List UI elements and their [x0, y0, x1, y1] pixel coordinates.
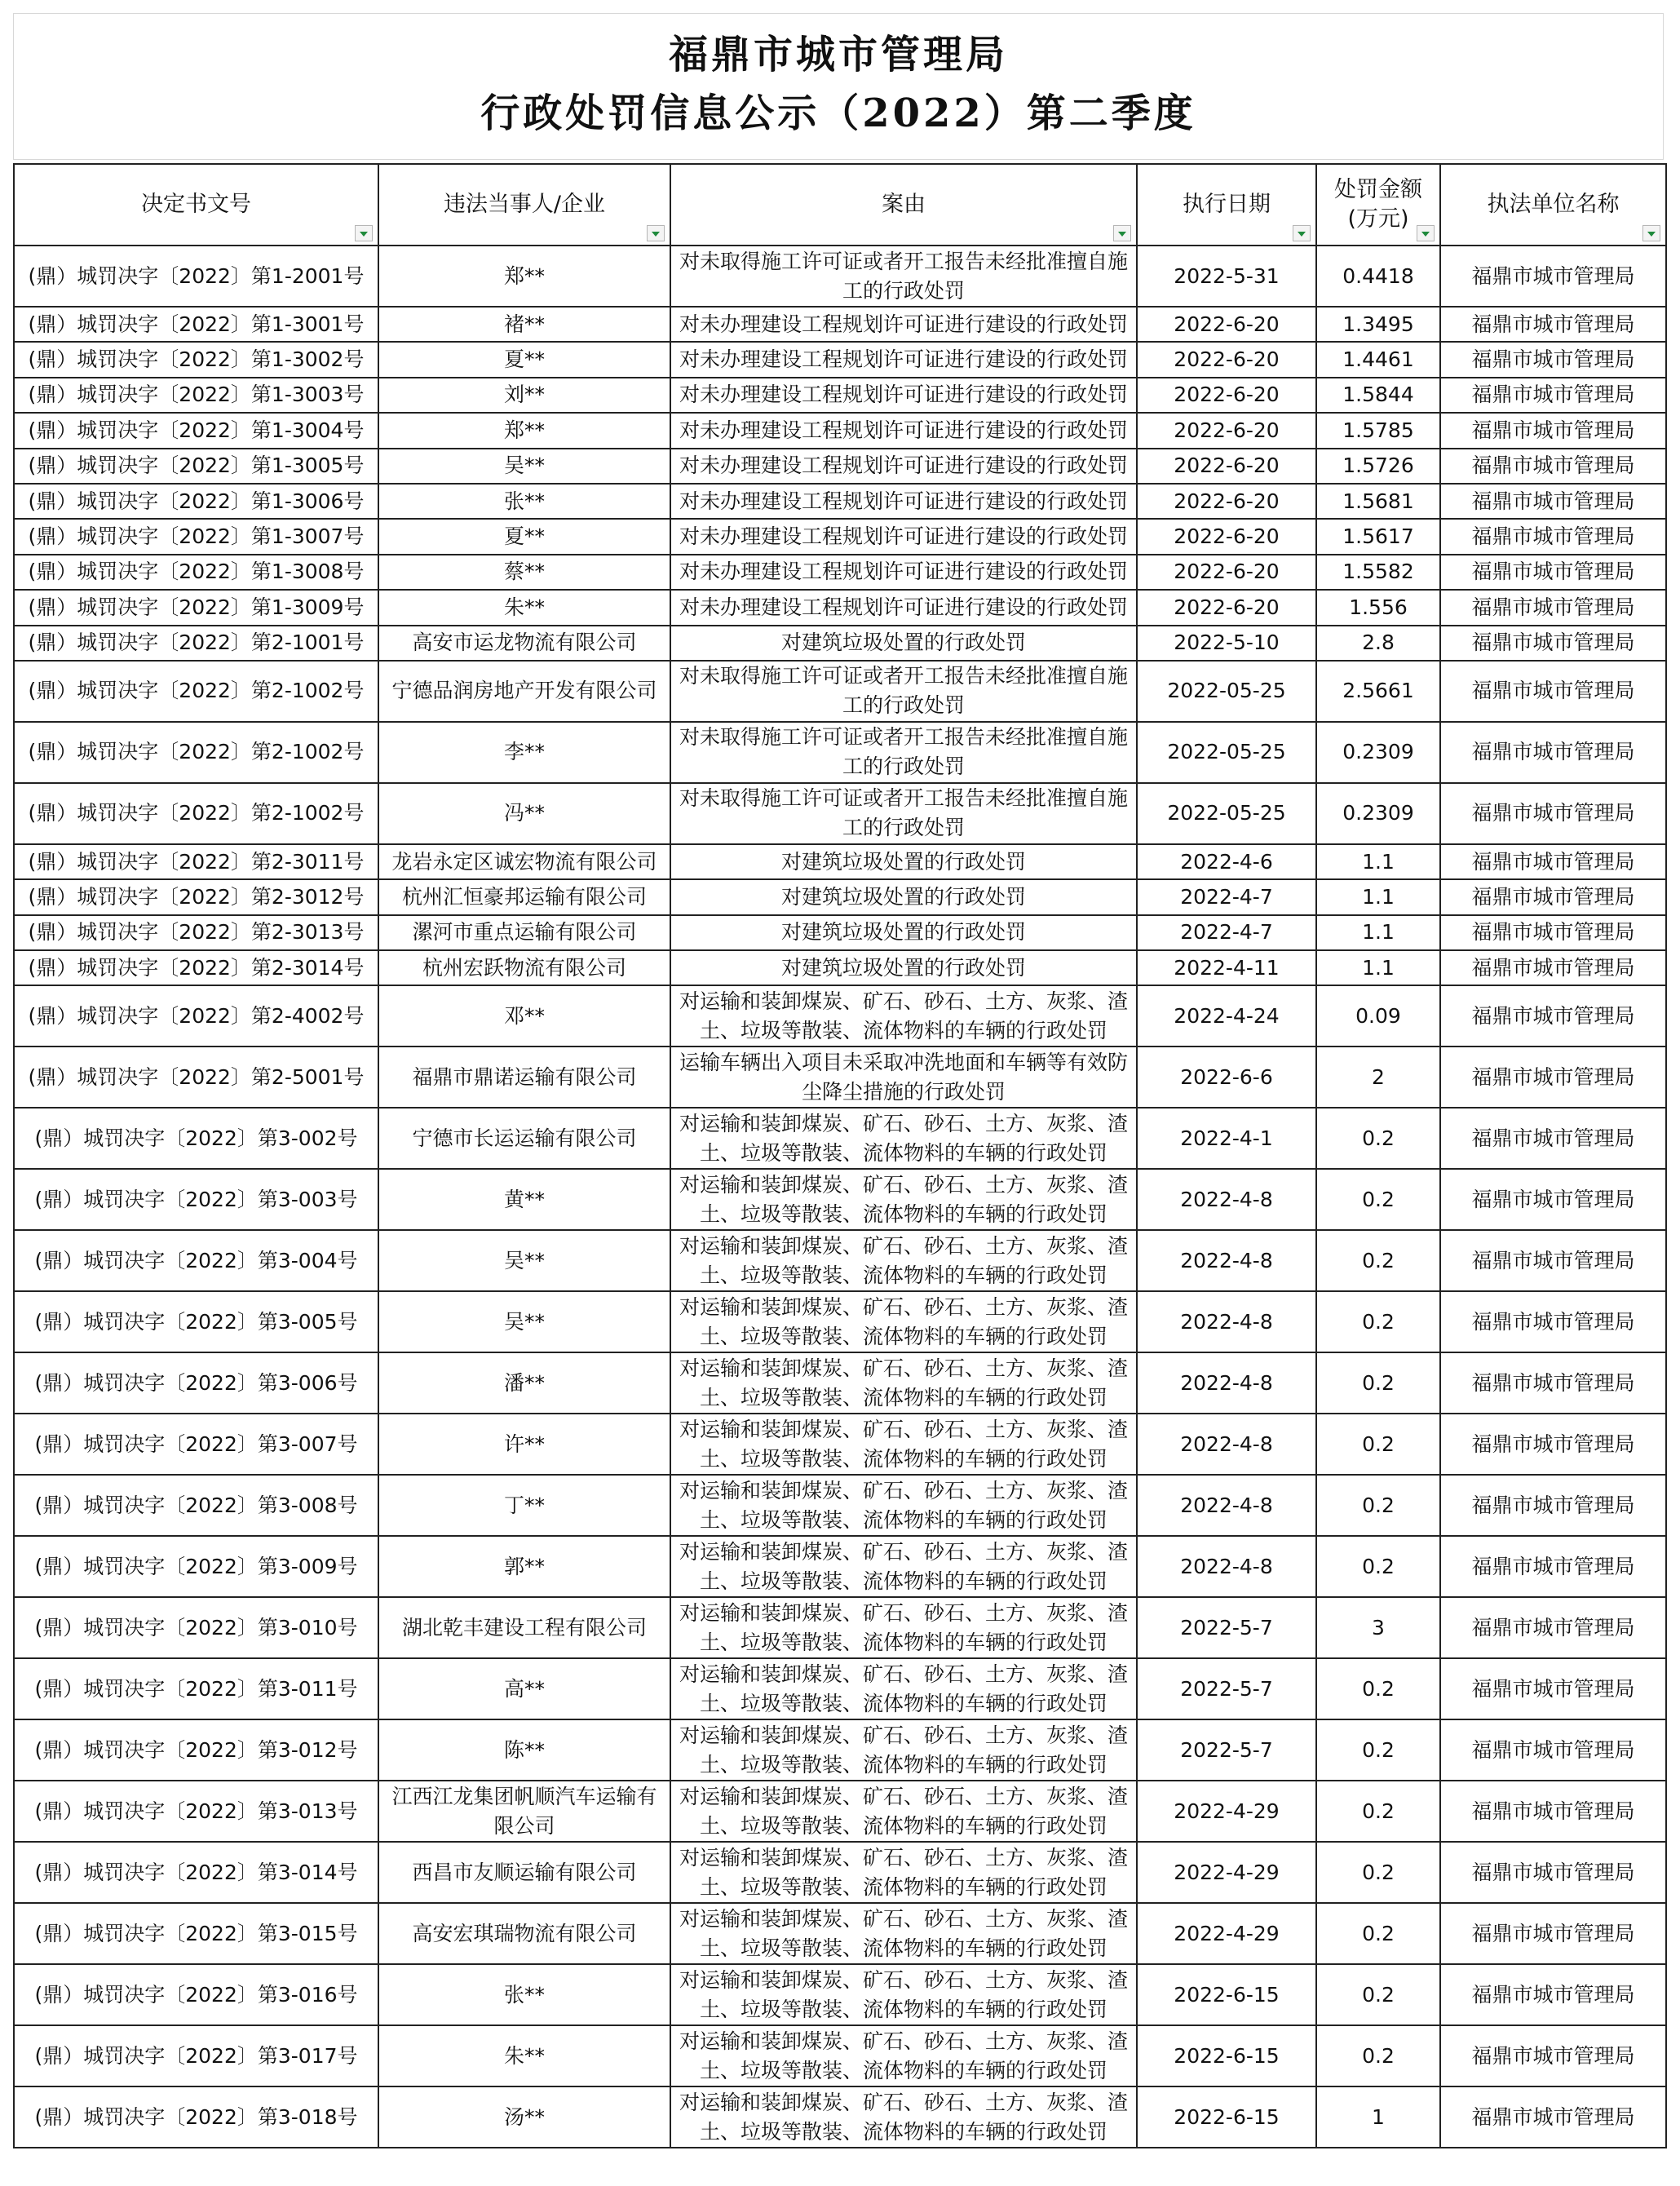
- column-header-label: 违法当事人/企业: [443, 192, 606, 217]
- decision-number-cell[interactable]: (鼎）城罚决字〔2022〕第1-3009号: [14, 590, 378, 625]
- case-reason-cell[interactable]: 对运输和装卸煤炭、矿石、砂石、土方、灰浆、渣土、垃圾等散装、流体物料的车辆的行政处罚: [670, 1169, 1137, 1230]
- table-row: [14, 950, 1666, 985]
- decision-number-cell[interactable]: (鼎）城罚决字〔2022〕第2-3011号: [14, 844, 378, 879]
- decision-number-cell[interactable]: (鼎）城罚决字〔2022〕第1-2001号: [14, 246, 378, 307]
- enforcement-unit-cell[interactable]: 福鼎市城市管理局: [1440, 555, 1666, 590]
- penalty-amount-cell[interactable]: 1.5582: [1316, 555, 1440, 590]
- case-reason-cell[interactable]: 对运输和装卸煤炭、矿石、砂石、土方、灰浆、渣土、垃圾等散装、流体物料的车辆的行政处罚: [670, 1719, 1137, 1781]
- party-cell[interactable]: 冯**: [378, 783, 670, 844]
- decision-number-cell[interactable]: (鼎）城罚决字〔2022〕第1-3003号: [14, 378, 378, 413]
- party-cell[interactable]: 杭州宏跃物流有限公司: [378, 950, 670, 985]
- column-header-label: 案由: [882, 192, 926, 217]
- execution-date-cell[interactable]: 2022-4-7: [1137, 879, 1316, 914]
- penalty-amount-cell[interactable]: 0.2309: [1316, 722, 1440, 783]
- penalty-amount-cell[interactable]: 0.2: [1316, 1291, 1440, 1352]
- execution-date-cell[interactable]: 2022-6-20: [1137, 449, 1316, 484]
- enforcement-unit-cell[interactable]: 福鼎市城市管理局: [1440, 484, 1666, 519]
- enforcement-unit-cell[interactable]: 福鼎市城市管理局: [1440, 1291, 1666, 1352]
- decision-number-cell[interactable]: (鼎）城罚决字〔2022〕第1-3002号: [14, 342, 378, 377]
- penalty-amount-cell[interactable]: 0.2: [1316, 1842, 1440, 1903]
- enforcement-unit-cell[interactable]: 福鼎市城市管理局: [1440, 985, 1666, 1047]
- execution-date-cell[interactable]: 2022-5-31: [1137, 246, 1316, 307]
- decision-number-cell[interactable]: (鼎）城罚决字〔2022〕第3-005号: [14, 1291, 378, 1352]
- table-row: [14, 555, 1666, 590]
- enforcement-unit-cell[interactable]: 福鼎市城市管理局: [1440, 879, 1666, 914]
- table-row: [14, 722, 1666, 783]
- execution-date-cell[interactable]: 2022-5-7: [1137, 1719, 1316, 1781]
- penalty-amount-cell[interactable]: 0.2: [1316, 1781, 1440, 1842]
- table-row: [14, 1352, 1666, 1414]
- enforcement-unit-cell[interactable]: 福鼎市城市管理局: [1440, 1475, 1666, 1536]
- decision-number-cell[interactable]: (鼎）城罚决字〔2022〕第1-3004号: [14, 413, 378, 448]
- execution-date-cell[interactable]: 2022-4-6: [1137, 844, 1316, 879]
- enforcement-unit-cell[interactable]: 福鼎市城市管理局: [1440, 1903, 1666, 1964]
- enforcement-unit-cell[interactable]: 福鼎市城市管理局: [1440, 413, 1666, 448]
- penalty-amount-cell[interactable]: 0.2: [1316, 1169, 1440, 1230]
- column-header[interactable]: [378, 164, 670, 246]
- party-cell[interactable]: 蔡**: [378, 555, 670, 590]
- enforcement-unit-cell[interactable]: 福鼎市城市管理局: [1440, 1781, 1666, 1842]
- decision-number-cell[interactable]: (鼎）城罚决字〔2022〕第2-1001号: [14, 626, 378, 661]
- case-reason-cell[interactable]: 对未办理建设工程规划许可证进行建设的行政处罚: [670, 555, 1137, 590]
- execution-date-cell[interactable]: 2022-6-6: [1137, 1047, 1316, 1108]
- execution-date-cell[interactable]: 2022-4-8: [1137, 1414, 1316, 1475]
- table-row: [14, 1047, 1666, 1108]
- party-cell[interactable]: 朱**: [378, 590, 670, 625]
- filter-dropdown-icon[interactable]: [647, 225, 665, 241]
- execution-date-cell[interactable]: 2022-05-25: [1137, 661, 1316, 722]
- case-reason-cell[interactable]: 对运输和装卸煤炭、矿石、砂石、土方、灰浆、渣土、垃圾等散装、流体物料的车辆的行政处罚: [670, 1291, 1137, 1352]
- party-cell[interactable]: 杭州汇恒豪邦运输有限公司: [378, 879, 670, 914]
- execution-date-cell[interactable]: 2022-4-24: [1137, 985, 1316, 1047]
- decision-number-cell[interactable]: (鼎）城罚决字〔2022〕第2-3014号: [14, 950, 378, 985]
- penalty-amount-cell[interactable]: 1.5844: [1316, 378, 1440, 413]
- party-cell[interactable]: 汤**: [378, 2086, 670, 2148]
- decision-number-cell[interactable]: (鼎）城罚决字〔2022〕第3-009号: [14, 1536, 378, 1597]
- party-cell[interactable]: 朱**: [378, 2025, 670, 2086]
- execution-date-cell[interactable]: 2022-4-8: [1137, 1169, 1316, 1230]
- column-header[interactable]: [1440, 164, 1666, 246]
- execution-date-cell[interactable]: 2022-6-15: [1137, 2025, 1316, 2086]
- penalty-amount-cell[interactable]: 1.1: [1316, 915, 1440, 950]
- execution-date-cell[interactable]: 2022-6-20: [1137, 413, 1316, 448]
- penalty-amount-cell[interactable]: 0.2: [1316, 1108, 1440, 1169]
- column-header-label: 执法单位名称: [1487, 192, 1620, 217]
- enforcement-unit-cell[interactable]: 福鼎市城市管理局: [1440, 1230, 1666, 1291]
- enforcement-unit-cell[interactable]: 福鼎市城市管理局: [1440, 590, 1666, 625]
- decision-number-cell[interactable]: (鼎）城罚决字〔2022〕第2-1002号: [14, 722, 378, 783]
- penalty-amount-cell[interactable]: 0.2: [1316, 1414, 1440, 1475]
- penalty-amount-cell[interactable]: 1.5726: [1316, 449, 1440, 484]
- case-reason-cell[interactable]: 对未办理建设工程规划许可证进行建设的行政处罚: [670, 590, 1137, 625]
- decision-number-cell[interactable]: (鼎）城罚决字〔2022〕第3-018号: [14, 2086, 378, 2148]
- case-reason-cell[interactable]: 对运输和装卸煤炭、矿石、砂石、土方、灰浆、渣土、垃圾等散装、流体物料的车辆的行政处罚: [670, 1964, 1137, 2025]
- party-cell[interactable]: 黄**: [378, 1169, 670, 1230]
- enforcement-unit-cell[interactable]: 福鼎市城市管理局: [1440, 722, 1666, 783]
- party-cell[interactable]: 漯河市重点运输有限公司: [378, 915, 670, 950]
- party-cell[interactable]: 郭**: [378, 1536, 670, 1597]
- spreadsheet: [13, 13, 1665, 2175]
- penalty-amount-cell[interactable]: 0.2309: [1316, 783, 1440, 844]
- penalty-amount-cell[interactable]: 2: [1316, 1047, 1440, 1108]
- penalty-amount-cell[interactable]: 0.2: [1316, 1230, 1440, 1291]
- decision-number-cell[interactable]: (鼎）城罚决字〔2022〕第3-003号: [14, 1169, 378, 1230]
- enforcement-unit-cell[interactable]: 福鼎市城市管理局: [1440, 1108, 1666, 1169]
- execution-date-cell[interactable]: 2022-4-8: [1137, 1230, 1316, 1291]
- enforcement-unit-cell[interactable]: 福鼎市城市管理局: [1440, 1047, 1666, 1108]
- column-header-label: 执行日期: [1183, 192, 1271, 217]
- penalty-table: [13, 163, 1667, 2148]
- case-reason-cell[interactable]: 对运输和装卸煤炭、矿石、砂石、土方、灰浆、渣土、垃圾等散装、流体物料的车辆的行政处罚: [670, 2025, 1137, 2086]
- penalty-amount-cell[interactable]: 1.4461: [1316, 342, 1440, 377]
- table-row: [14, 342, 1666, 377]
- penalty-amount-cell[interactable]: 0.4418: [1316, 246, 1440, 307]
- table-row: [14, 1169, 1666, 1230]
- table-row: [14, 1230, 1666, 1291]
- penalty-amount-cell[interactable]: 0.2: [1316, 1964, 1440, 2025]
- penalty-amount-cell[interactable]: 1.1: [1316, 844, 1440, 879]
- column-header-label: 处罚金额 (万元): [1334, 177, 1422, 232]
- party-cell[interactable]: 宁德市长运运输有限公司: [378, 1108, 670, 1169]
- penalty-amount-cell[interactable]: 0.2: [1316, 2025, 1440, 2086]
- party-cell[interactable]: 邓**: [378, 985, 670, 1047]
- party-cell[interactable]: 吴**: [378, 1230, 670, 1291]
- case-reason-cell[interactable]: 对运输和装卸煤炭、矿石、砂石、土方、灰浆、渣土、垃圾等散装、流体物料的车辆的行政处罚: [670, 1475, 1137, 1536]
- case-reason-cell[interactable]: 对建筑垃圾处置的行政处罚: [670, 626, 1137, 661]
- execution-date-cell[interactable]: 2022-4-29: [1137, 1903, 1316, 1964]
- case-reason-cell[interactable]: 对建筑垃圾处置的行政处罚: [670, 879, 1137, 914]
- execution-date-cell[interactable]: 2022-4-1: [1137, 1108, 1316, 1169]
- execution-date-cell[interactable]: 2022-4-11: [1137, 950, 1316, 985]
- decision-number-cell[interactable]: (鼎）城罚决字〔2022〕第3-011号: [14, 1658, 378, 1719]
- table-row: [14, 1414, 1666, 1475]
- penalty-amount-cell[interactable]: 1.1: [1316, 950, 1440, 985]
- table-row: [14, 1597, 1666, 1658]
- table-row: [14, 413, 1666, 448]
- decision-number-cell[interactable]: (鼎）城罚决字〔2022〕第3-004号: [14, 1230, 378, 1291]
- party-cell[interactable]: 宁德品润房地产开发有限公司: [378, 661, 670, 722]
- table-row: [14, 1964, 1666, 2025]
- decision-number-cell[interactable]: (鼎）城罚决字〔2022〕第2-3013号: [14, 915, 378, 950]
- decision-number-cell[interactable]: (鼎）城罚决字〔2022〕第1-3008号: [14, 555, 378, 590]
- table-row: [14, 1719, 1666, 1781]
- enforcement-unit-cell[interactable]: 福鼎市城市管理局: [1440, 1658, 1666, 1719]
- execution-date-cell[interactable]: 2022-6-20: [1137, 378, 1316, 413]
- penalty-amount-cell[interactable]: 1.3495: [1316, 307, 1440, 342]
- table-row: [14, 1658, 1666, 1719]
- table-row: [14, 590, 1666, 625]
- enforcement-unit-cell[interactable]: 福鼎市城市管理局: [1440, 2025, 1666, 2086]
- party-cell[interactable]: 郑**: [378, 413, 670, 448]
- table-row: [14, 246, 1666, 307]
- party-cell[interactable]: 潘**: [378, 1352, 670, 1414]
- decision-number-cell[interactable]: (鼎）城罚决字〔2022〕第3-013号: [14, 1781, 378, 1842]
- decision-number-cell[interactable]: (鼎）城罚决字〔2022〕第1-3005号: [14, 449, 378, 484]
- decision-number-cell[interactable]: (鼎）城罚决字〔2022〕第3-006号: [14, 1352, 378, 1414]
- penalty-amount-cell[interactable]: 1.5681: [1316, 484, 1440, 519]
- penalty-amount-cell[interactable]: 1.5617: [1316, 519, 1440, 554]
- decision-number-cell[interactable]: (鼎）城罚决字〔2022〕第3-017号: [14, 2025, 378, 2086]
- enforcement-unit-cell[interactable]: 福鼎市城市管理局: [1440, 1597, 1666, 1658]
- party-cell[interactable]: 高安宏琪瑞物流有限公司: [378, 1903, 670, 1964]
- case-reason-cell[interactable]: 对运输和装卸煤炭、矿石、砂石、土方、灰浆、渣土、垃圾等散装、流体物料的车辆的行政处罚: [670, 1414, 1137, 1475]
- execution-date-cell[interactable]: 2022-4-8: [1137, 1352, 1316, 1414]
- case-reason-cell[interactable]: 运输车辆出入项目未采取冲洗地面和车辆等有效防尘降尘措施的行政处罚: [670, 1047, 1137, 1108]
- enforcement-unit-cell[interactable]: 福鼎市城市管理局: [1440, 626, 1666, 661]
- execution-date-cell[interactable]: 2022-4-8: [1137, 1536, 1316, 1597]
- penalty-amount-cell[interactable]: 2.5661: [1316, 661, 1440, 722]
- case-reason-cell[interactable]: 对运输和装卸煤炭、矿石、砂石、土方、灰浆、渣土、垃圾等散装、流体物料的车辆的行政处罚: [670, 1108, 1137, 1169]
- table-row: [14, 879, 1666, 914]
- decision-number-cell[interactable]: (鼎）城罚决字〔2022〕第2-5001号: [14, 1047, 378, 1108]
- column-header[interactable]: [14, 164, 378, 246]
- decision-number-cell[interactable]: (鼎）城罚决字〔2022〕第3-008号: [14, 1475, 378, 1536]
- decision-number-cell[interactable]: (鼎）城罚决字〔2022〕第2-4002号: [14, 985, 378, 1047]
- execution-date-cell[interactable]: 2022-05-25: [1137, 722, 1316, 783]
- enforcement-unit-cell[interactable]: 福鼎市城市管理局: [1440, 1536, 1666, 1597]
- case-reason-cell[interactable]: 对运输和装卸煤炭、矿石、砂石、土方、灰浆、渣土、垃圾等散装、流体物料的车辆的行政处罚: [670, 1781, 1137, 1842]
- party-cell[interactable]: 高**: [378, 1658, 670, 1719]
- penalty-amount-cell[interactable]: 0.2: [1316, 1475, 1440, 1536]
- decision-number-cell[interactable]: (鼎）城罚决字〔2022〕第3-016号: [14, 1964, 378, 2025]
- case-reason-cell[interactable]: 对运输和装卸煤炭、矿石、砂石、土方、灰浆、渣土、垃圾等散装、流体物料的车辆的行政处罚: [670, 1842, 1137, 1903]
- table-row: [14, 915, 1666, 950]
- execution-date-cell[interactable]: 2022-4-29: [1137, 1781, 1316, 1842]
- party-cell[interactable]: 湖北乾丰建设工程有限公司: [378, 1597, 670, 1658]
- execution-date-cell[interactable]: 2022-6-20: [1137, 307, 1316, 342]
- enforcement-unit-cell[interactable]: 福鼎市城市管理局: [1440, 519, 1666, 554]
- execution-date-cell[interactable]: 2022-4-8: [1137, 1475, 1316, 1536]
- party-cell[interactable]: 丁**: [378, 1475, 670, 1536]
- case-reason-cell[interactable]: 对未办理建设工程规划许可证进行建设的行政处罚: [670, 413, 1137, 448]
- penalty-amount-cell[interactable]: 1: [1316, 2086, 1440, 2148]
- penalty-amount-cell[interactable]: 0.09: [1316, 985, 1440, 1047]
- execution-date-cell[interactable]: 2022-5-7: [1137, 1658, 1316, 1719]
- decision-number-cell[interactable]: (鼎）城罚决字〔2022〕第3-002号: [14, 1108, 378, 1169]
- party-cell[interactable]: 江西江龙集团帆顺汽车运输有限公司: [378, 1781, 670, 1842]
- table-row: [14, 484, 1666, 519]
- party-cell[interactable]: 吴**: [378, 449, 670, 484]
- case-reason-cell[interactable]: 对运输和装卸煤炭、矿石、砂石、土方、灰浆、渣土、垃圾等散装、流体物料的车辆的行政处罚: [670, 1903, 1137, 1964]
- execution-date-cell[interactable]: 2022-6-20: [1137, 555, 1316, 590]
- filter-dropdown-icon[interactable]: [1293, 225, 1311, 241]
- filter-dropdown-icon[interactable]: [1113, 225, 1131, 241]
- penalty-amount-cell[interactable]: 0.2: [1316, 1903, 1440, 1964]
- party-cell[interactable]: 高安市运龙物流有限公司: [378, 626, 670, 661]
- decision-number-cell[interactable]: (鼎）城罚决字〔2022〕第3-012号: [14, 1719, 378, 1781]
- penalty-amount-cell[interactable]: 0.2: [1316, 1658, 1440, 1719]
- penalty-amount-cell[interactable]: 0.2: [1316, 1536, 1440, 1597]
- decision-number-cell[interactable]: (鼎）城罚决字〔2022〕第3-010号: [14, 1597, 378, 1658]
- table-row: [14, 661, 1666, 722]
- penalty-amount-cell[interactable]: 1.5785: [1316, 413, 1440, 448]
- table-row: [14, 626, 1666, 661]
- party-cell[interactable]: 刘**: [378, 378, 670, 413]
- table-row: [14, 2025, 1666, 2086]
- table-row: [14, 844, 1666, 879]
- decision-number-cell[interactable]: (鼎）城罚决字〔2022〕第2-1002号: [14, 661, 378, 722]
- enforcement-unit-cell[interactable]: 福鼎市城市管理局: [1440, 342, 1666, 377]
- table-row: [14, 1781, 1666, 1842]
- execution-date-cell[interactable]: 2022-05-25: [1137, 783, 1316, 844]
- case-reason-cell[interactable]: 对运输和装卸煤炭、矿石、砂石、土方、灰浆、渣土、垃圾等散装、流体物料的车辆的行政处罚: [670, 1658, 1137, 1719]
- enforcement-unit-cell[interactable]: 福鼎市城市管理局: [1440, 1414, 1666, 1475]
- filter-dropdown-icon[interactable]: [1417, 225, 1435, 241]
- enforcement-unit-cell[interactable]: 福鼎市城市管理局: [1440, 915, 1666, 950]
- decision-number-cell[interactable]: (鼎）城罚决字〔2022〕第3-007号: [14, 1414, 378, 1475]
- execution-date-cell[interactable]: 2022-6-20: [1137, 342, 1316, 377]
- case-reason-cell[interactable]: 对未取得施工许可证或者开工报告未经批准擅自施工的行政处罚: [670, 783, 1137, 844]
- table-row: [14, 1475, 1666, 1536]
- case-reason-cell[interactable]: 对运输和装卸煤炭、矿石、砂石、土方、灰浆、渣土、垃圾等散装、流体物料的车辆的行政处罚: [670, 985, 1137, 1047]
- decision-number-cell[interactable]: (鼎）城罚决字〔2022〕第3-015号: [14, 1903, 378, 1964]
- enforcement-unit-cell[interactable]: 福鼎市城市管理局: [1440, 1964, 1666, 2025]
- execution-date-cell[interactable]: 2022-5-7: [1137, 1597, 1316, 1658]
- execution-date-cell[interactable]: 2022-6-20: [1137, 519, 1316, 554]
- case-reason-cell[interactable]: 对建筑垃圾处置的行政处罚: [670, 915, 1137, 950]
- filter-dropdown-icon[interactable]: [355, 225, 373, 241]
- case-reason-cell[interactable]: 对未办理建设工程规划许可证进行建设的行政处罚: [670, 519, 1137, 554]
- case-reason-cell[interactable]: 对运输和装卸煤炭、矿石、砂石、土方、灰浆、渣土、垃圾等散装、流体物料的车辆的行政处罚: [670, 1352, 1137, 1414]
- case-reason-cell[interactable]: 对未办理建设工程规划许可证进行建设的行政处罚: [670, 342, 1137, 377]
- table-row: [14, 1536, 1666, 1597]
- table-row: [14, 449, 1666, 484]
- enforcement-unit-cell[interactable]: 福鼎市城市管理局: [1440, 307, 1666, 342]
- enforcement-unit-cell[interactable]: 福鼎市城市管理局: [1440, 844, 1666, 879]
- case-reason-cell[interactable]: 对建筑垃圾处置的行政处罚: [670, 844, 1137, 879]
- party-cell[interactable]: 张**: [378, 1964, 670, 2025]
- decision-number-cell[interactable]: (鼎）城罚决字〔2022〕第3-014号: [14, 1842, 378, 1903]
- execution-date-cell[interactable]: 2022-4-29: [1137, 1842, 1316, 1903]
- case-reason-cell[interactable]: 对未办理建设工程规划许可证进行建设的行政处罚: [670, 449, 1137, 484]
- execution-date-cell[interactable]: 2022-4-8: [1137, 1291, 1316, 1352]
- enforcement-unit-cell[interactable]: 福鼎市城市管理局: [1440, 1719, 1666, 1781]
- party-cell[interactable]: 褚**: [378, 307, 670, 342]
- case-reason-cell[interactable]: 对运输和装卸煤炭、矿石、砂石、土方、灰浆、渣土、垃圾等散装、流体物料的车辆的行政处罚: [670, 1597, 1137, 1658]
- table-body: [14, 246, 1666, 2148]
- decision-number-cell[interactable]: (鼎）城罚决字〔2022〕第1-3007号: [14, 519, 378, 554]
- column-header[interactable]: [1137, 164, 1316, 246]
- table-row: [14, 1291, 1666, 1352]
- party-cell[interactable]: 李**: [378, 722, 670, 783]
- header-row: [14, 164, 1666, 246]
- penalty-amount-cell[interactable]: 3: [1316, 1597, 1440, 1658]
- case-reason-cell[interactable]: 对运输和装卸煤炭、矿石、砂石、土方、灰浆、渣土、垃圾等散装、流体物料的车辆的行政处罚: [670, 2086, 1137, 2148]
- page-title: 福鼎市城市管理局: [668, 32, 1008, 77]
- penalty-amount-cell[interactable]: 2.8: [1316, 626, 1440, 661]
- party-cell[interactable]: 郑**: [378, 246, 670, 307]
- table-row: [14, 378, 1666, 413]
- execution-date-cell[interactable]: 2022-5-10: [1137, 626, 1316, 661]
- enforcement-unit-cell[interactable]: 福鼎市城市管理局: [1440, 449, 1666, 484]
- party-cell[interactable]: 夏**: [378, 519, 670, 554]
- case-reason-cell[interactable]: 对未办理建设工程规划许可证进行建设的行政处罚: [670, 378, 1137, 413]
- column-header-label: 决定书文号: [141, 192, 251, 217]
- penalty-amount-cell[interactable]: 1.556: [1316, 590, 1440, 625]
- column-header[interactable]: [1316, 164, 1440, 246]
- decision-number-cell[interactable]: (鼎）城罚决字〔2022〕第1-3006号: [14, 484, 378, 519]
- decision-number-cell[interactable]: (鼎）城罚决字〔2022〕第2-3012号: [14, 879, 378, 914]
- penalty-amount-cell[interactable]: 1.1: [1316, 879, 1440, 914]
- penalty-amount-cell[interactable]: 0.2: [1316, 1352, 1440, 1414]
- table-row: [14, 307, 1666, 342]
- party-cell[interactable]: 龙岩永定区诚宏物流有限公司: [378, 844, 670, 879]
- table-row: [14, 519, 1666, 554]
- enforcement-unit-cell[interactable]: 福鼎市城市管理局: [1440, 378, 1666, 413]
- enforcement-unit-cell[interactable]: 福鼎市城市管理局: [1440, 661, 1666, 722]
- page-subtitle: 行政处罚信息公示（2022）第二季度: [480, 91, 1196, 136]
- enforcement-unit-cell[interactable]: 福鼎市城市管理局: [1440, 783, 1666, 844]
- execution-date-cell[interactable]: 2022-4-7: [1137, 915, 1316, 950]
- case-reason-cell[interactable]: 对运输和装卸煤炭、矿石、砂石、土方、灰浆、渣土、垃圾等散装、流体物料的车辆的行政处罚: [670, 1536, 1137, 1597]
- penalty-amount-cell[interactable]: 0.2: [1316, 1719, 1440, 1781]
- party-cell[interactable]: 福鼎市鼎诺运输有限公司: [378, 1047, 670, 1108]
- case-reason-cell[interactable]: 对未办理建设工程规划许可证进行建设的行政处罚: [670, 307, 1137, 342]
- decision-number-cell[interactable]: (鼎）城罚决字〔2022〕第2-1002号: [14, 783, 378, 844]
- execution-date-cell[interactable]: 2022-6-15: [1137, 1964, 1316, 2025]
- execution-date-cell[interactable]: 2022-6-20: [1137, 590, 1316, 625]
- table-row: [14, 1108, 1666, 1169]
- case-reason-cell[interactable]: 对未取得施工许可证或者开工报告未经批准擅自施工的行政处罚: [670, 722, 1137, 783]
- title-block: [13, 13, 1664, 160]
- enforcement-unit-cell[interactable]: 福鼎市城市管理局: [1440, 950, 1666, 985]
- case-reason-cell[interactable]: 对未取得施工许可证或者开工报告未经批准擅自施工的行政处罚: [670, 246, 1137, 307]
- party-cell[interactable]: 吴**: [378, 1291, 670, 1352]
- enforcement-unit-cell[interactable]: 福鼎市城市管理局: [1440, 1169, 1666, 1230]
- table-row: [14, 985, 1666, 1047]
- table-row: [14, 783, 1666, 844]
- execution-date-cell[interactable]: 2022-6-15: [1137, 2086, 1316, 2148]
- party-cell[interactable]: 许**: [378, 1414, 670, 1475]
- case-reason-cell[interactable]: 对未办理建设工程规划许可证进行建设的行政处罚: [670, 484, 1137, 519]
- enforcement-unit-cell[interactable]: 福鼎市城市管理局: [1440, 246, 1666, 307]
- column-header[interactable]: [670, 164, 1137, 246]
- party-cell[interactable]: 张**: [378, 484, 670, 519]
- party-cell[interactable]: 陈**: [378, 1719, 670, 1781]
- enforcement-unit-cell[interactable]: 福鼎市城市管理局: [1440, 1352, 1666, 1414]
- case-reason-cell[interactable]: 对运输和装卸煤炭、矿石、砂石、土方、灰浆、渣土、垃圾等散装、流体物料的车辆的行政处罚: [670, 1230, 1137, 1291]
- party-cell[interactable]: 西昌市友顺运输有限公司: [378, 1842, 670, 1903]
- filter-dropdown-icon[interactable]: [1642, 225, 1660, 241]
- table-row: [14, 1903, 1666, 1964]
- enforcement-unit-cell[interactable]: 福鼎市城市管理局: [1440, 1842, 1666, 1903]
- enforcement-unit-cell[interactable]: 福鼎市城市管理局: [1440, 2086, 1666, 2148]
- table-row: [14, 1842, 1666, 1903]
- party-cell[interactable]: 夏**: [378, 342, 670, 377]
- execution-date-cell[interactable]: 2022-6-20: [1137, 484, 1316, 519]
- case-reason-cell[interactable]: 对未取得施工许可证或者开工报告未经批准擅自施工的行政处罚: [670, 661, 1137, 722]
- decision-number-cell[interactable]: (鼎）城罚决字〔2022〕第1-3001号: [14, 307, 378, 342]
- table-row: [14, 2086, 1666, 2148]
- case-reason-cell[interactable]: 对建筑垃圾处置的行政处罚: [670, 950, 1137, 985]
